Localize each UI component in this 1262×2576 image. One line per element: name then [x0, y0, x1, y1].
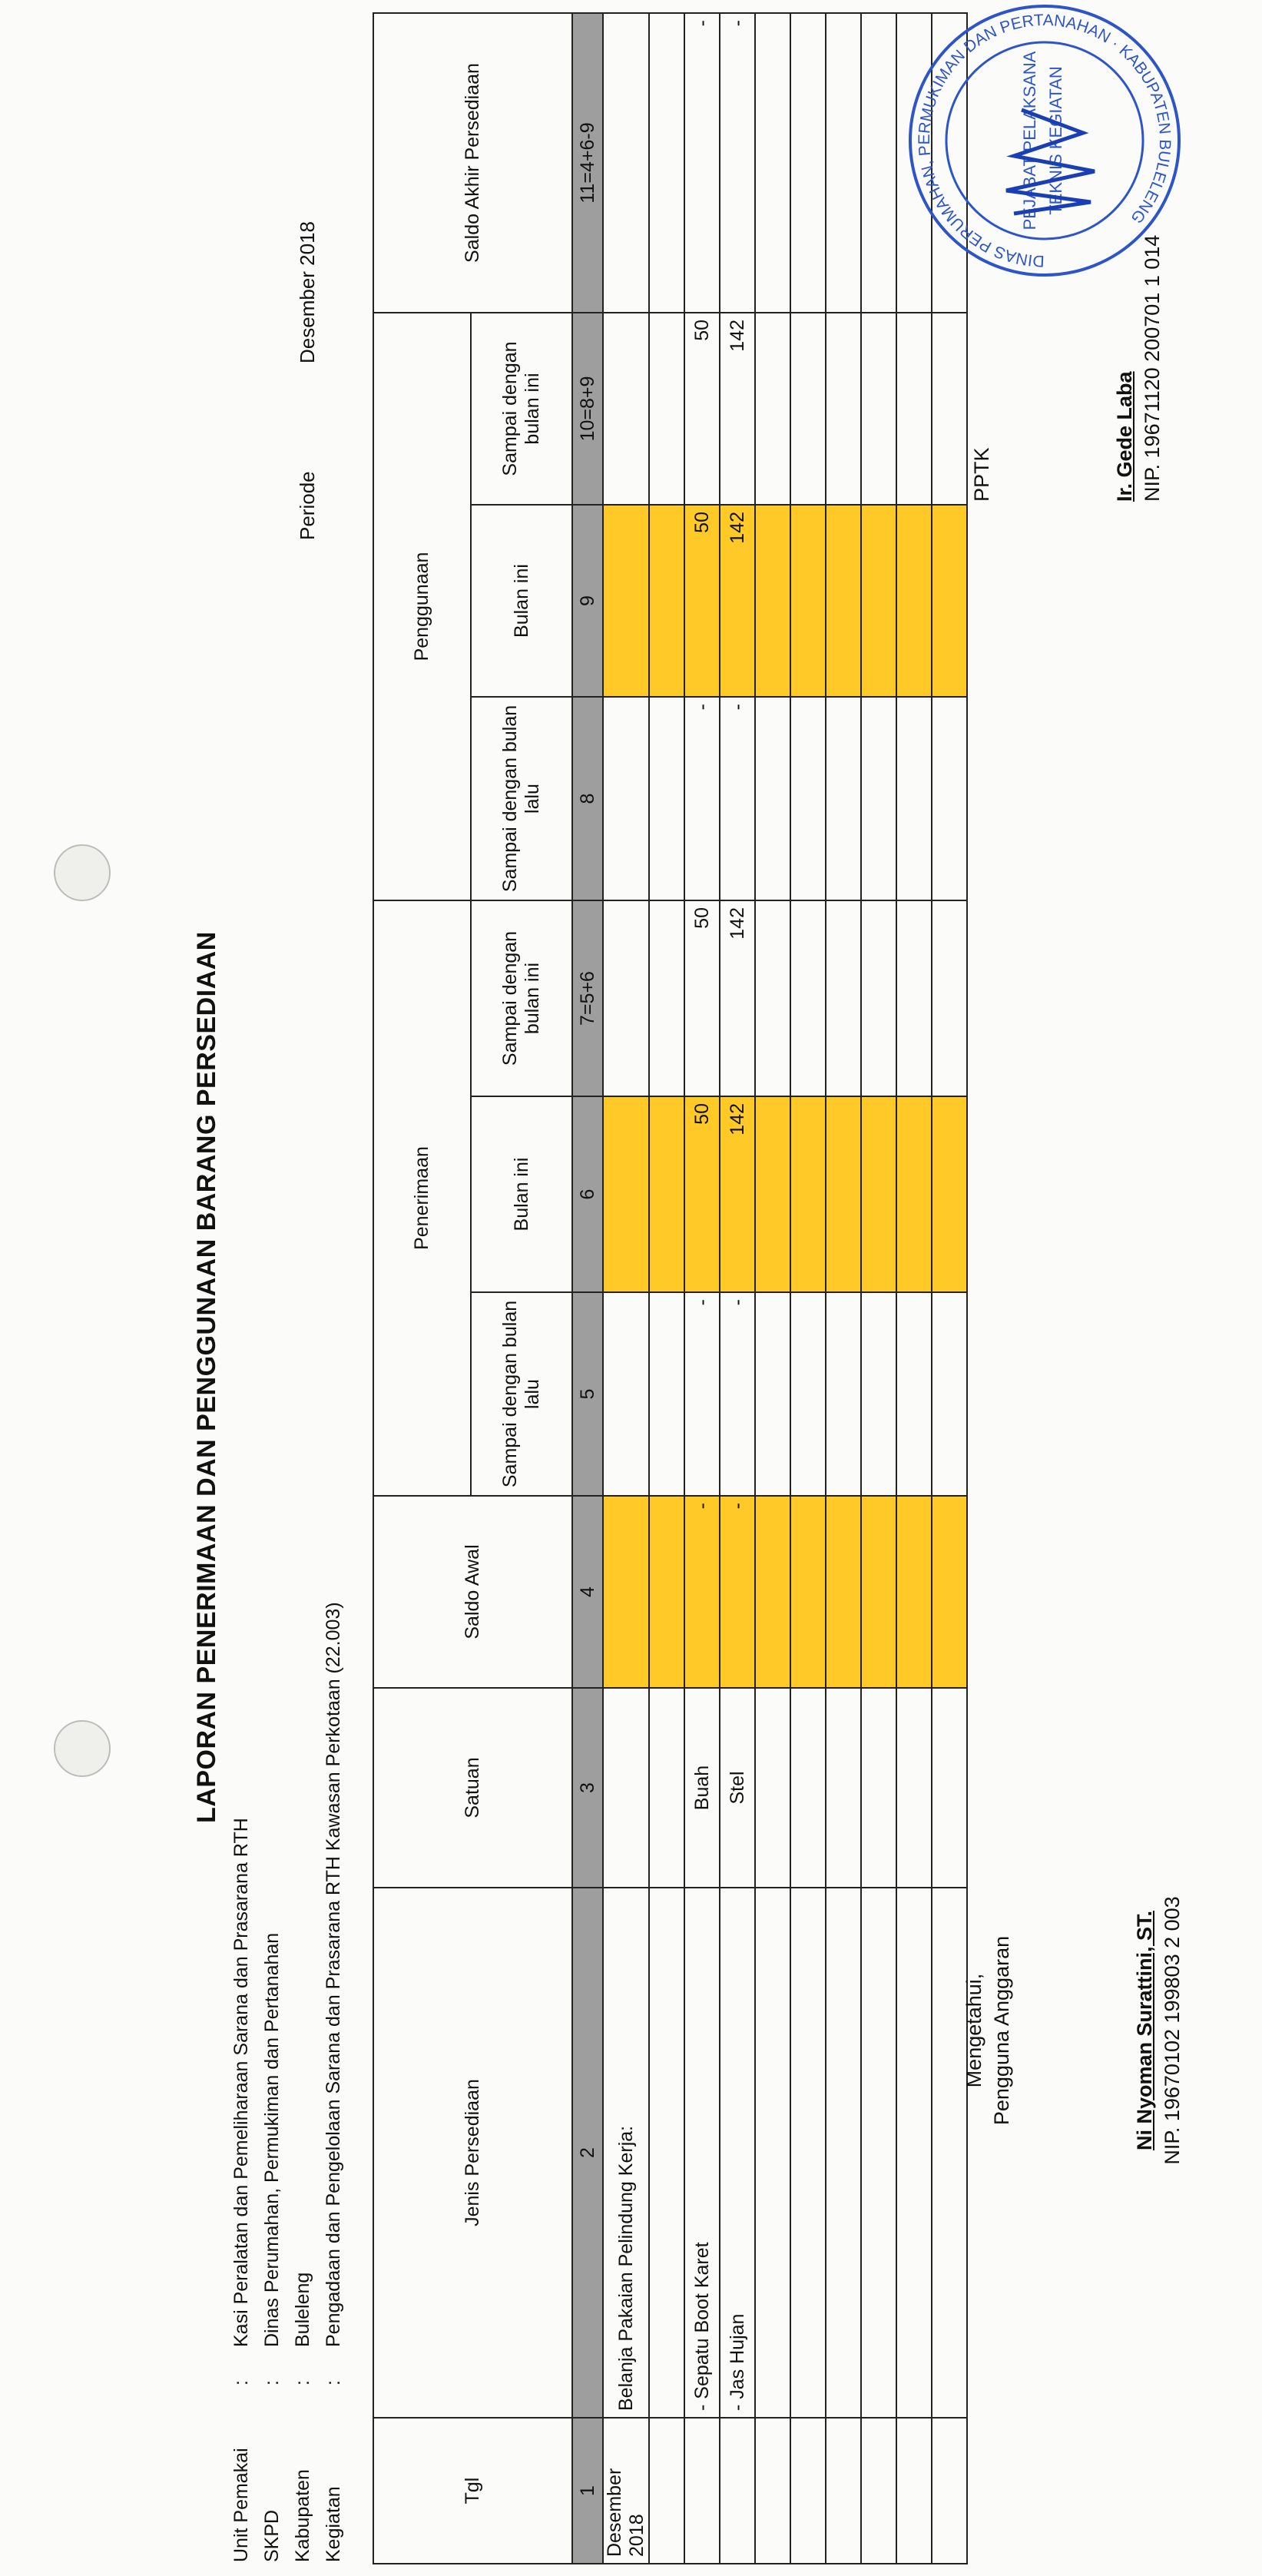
cell-peng-ini	[603, 505, 649, 697]
sig-right-name: Ir. Gede Laba	[1113, 371, 1136, 502]
cell-saldo-awal	[649, 1496, 684, 1688]
cell-peng-ini	[932, 505, 967, 697]
colnum: 3	[572, 1688, 603, 1888]
header-pen-total: Sampai dengan bulan ini	[471, 900, 572, 1096]
table-row	[826, 13, 861, 2564]
cell-jenis	[861, 1888, 896, 2418]
cell-tgl	[755, 2418, 790, 2564]
sig-left-line1: Mengetahui,	[962, 1973, 985, 2088]
report-title: LAPORAN PENERIMAAN DAN PENGGUNAAN BARANG PERSEDIAAN	[192, 931, 221, 1823]
cell-jenis	[790, 1888, 826, 2418]
cell-saldo-akhir	[755, 13, 790, 313]
cell-tgl	[720, 2418, 755, 2564]
header-tgl: Tgl	[373, 2418, 572, 2564]
cell-pen-total	[649, 900, 684, 1096]
cell-pen-ini	[790, 1096, 826, 1292]
table-row	[790, 13, 826, 2564]
cell-peng-total	[790, 313, 826, 505]
cell-peng-ini	[861, 505, 896, 697]
cell-pen-lalu	[790, 1292, 826, 1496]
cell-pen-ini: 50	[684, 1096, 720, 1292]
header-penerimaan: Penerimaan	[373, 900, 471, 1496]
cell-saldo-akhir	[861, 13, 896, 313]
cell-pen-ini	[861, 1096, 896, 1292]
header-peng-lalu: Sampai dengan bulan lalu	[471, 697, 572, 900]
colnum: 11=4+6-9	[572, 13, 603, 313]
stamp-outer-text: DINAS PERUMAHAN, PERMUKIMAN DAN PERTANAHAN · KABUPATEN BULELENG	[915, 11, 1174, 270]
cell-saldo-awal	[826, 1496, 861, 1688]
period-value: Desember 2018	[296, 221, 319, 363]
cell-pen-total	[755, 900, 790, 1096]
header-pen-lalu: Sampai dengan bulan lalu	[471, 1292, 572, 1496]
cell-peng-ini	[826, 505, 861, 697]
period-label: Periode	[296, 471, 319, 540]
cell-peng-total: 50	[684, 313, 720, 505]
cell-tgl: Desember 2018	[603, 2418, 649, 2564]
cell-peng-lalu	[861, 697, 896, 900]
colnum: 9	[572, 505, 603, 697]
cell-peng-ini	[896, 505, 932, 697]
cell-saldo-awal	[790, 1496, 826, 1688]
sig-right-nip: NIP. 19671120 200701 1 014	[1141, 234, 1164, 502]
cell-satuan	[603, 1688, 649, 1888]
period	[296, 221, 320, 540]
cell-pen-ini	[603, 1096, 649, 1292]
cell-tgl	[649, 2418, 684, 2564]
cell-pen-lalu	[826, 1292, 861, 1496]
cell-peng-lalu	[649, 697, 684, 900]
table-row	[720, 13, 755, 2564]
cell-saldo-akhir: -	[684, 13, 720, 313]
cell-peng-total	[826, 313, 861, 505]
meta-unit-pemakai: Unit Pemakai:Kasi Peralatan dan Pemeliharaan Sarana dan Prasarana RTH	[230, 1818, 252, 2562]
header-pen-ini: Bulan ini	[471, 1096, 572, 1292]
cell-peng-lalu	[896, 697, 932, 900]
cell-satuan: Stel	[720, 1688, 755, 1888]
sig-left-line2: Pengguna Anggaran	[990, 1935, 1013, 2126]
cell-peng-lalu: -	[720, 697, 755, 900]
cell-peng-total	[603, 313, 649, 505]
table-row	[649, 13, 684, 2564]
meta-kabupaten: Kabupaten:Buleleng	[292, 2272, 313, 2562]
colnum: 5	[572, 1292, 603, 1496]
cell-satuan	[755, 1688, 790, 1888]
table-row	[861, 13, 896, 2564]
inventory-table	[373, 12, 968, 2564]
cell-peng-ini	[755, 505, 790, 697]
official-stamp	[899, 0, 1191, 287]
cell-peng-total	[861, 313, 896, 505]
punch-hole	[54, 844, 111, 901]
cell-pen-lalu	[861, 1292, 896, 1496]
column-number-row	[572, 13, 603, 2564]
table-row	[603, 13, 649, 2564]
cell-tgl	[790, 2418, 826, 2564]
cell-jenis: Belanja Pakaian Pelindung Kerja:	[603, 1888, 649, 2418]
cell-peng-lalu	[932, 697, 967, 900]
cell-pen-ini: 142	[720, 1096, 755, 1292]
cell-tgl	[932, 2418, 967, 2564]
cell-peng-lalu	[603, 697, 649, 900]
cell-saldo-awal	[932, 1496, 967, 1688]
cell-pen-total: 50	[684, 900, 720, 1096]
cell-peng-ini: 142	[720, 505, 755, 697]
cell-saldo-awal: -	[684, 1496, 720, 1688]
colnum: 7=5+6	[572, 900, 603, 1096]
signature-left	[960, 1838, 1186, 2223]
cell-pen-total	[861, 900, 896, 1096]
cell-pen-ini	[896, 1096, 932, 1292]
cell-pen-total	[603, 900, 649, 1096]
colnum: 8	[572, 697, 603, 900]
header-satuan: Satuan	[373, 1688, 572, 1888]
cell-peng-total	[896, 313, 932, 505]
cell-satuan	[790, 1688, 826, 1888]
cell-jenis: - Sepatu Boot Karet	[684, 1888, 720, 2418]
stamp-outer-ring	[910, 6, 1179, 275]
cell-tgl	[896, 2418, 932, 2564]
cell-saldo-akhir	[649, 13, 684, 313]
cell-peng-total: 142	[720, 313, 755, 505]
cell-peng-ini	[649, 505, 684, 697]
cell-pen-lalu	[603, 1292, 649, 1496]
sig-right-role: PPTK	[970, 447, 993, 502]
cell-saldo-awal	[896, 1496, 932, 1688]
colnum: 6	[572, 1096, 603, 1292]
cell-pen-lalu	[932, 1292, 967, 1496]
cell-satuan	[861, 1688, 896, 1888]
cell-pen-total	[790, 900, 826, 1096]
cell-peng-total	[649, 313, 684, 505]
cell-pen-ini	[932, 1096, 967, 1292]
stamp-inner-line2: TEKNIS KEGIATAN	[1046, 66, 1065, 215]
cell-peng-lalu	[790, 697, 826, 900]
cell-peng-lalu: -	[684, 697, 720, 900]
punch-hole	[54, 1720, 111, 1777]
cell-saldo-awal	[861, 1496, 896, 1688]
cell-jenis	[649, 1888, 684, 2418]
cell-pen-ini	[755, 1096, 790, 1292]
cell-pen-lalu: -	[684, 1292, 720, 1496]
cell-jenis: - Jas Hujan	[720, 1888, 755, 2418]
colnum: 4	[572, 1496, 603, 1688]
cell-pen-total	[826, 900, 861, 1096]
meta-skpd: SKPD:Dinas Perumahan, Permukiman dan Pertanahan	[261, 1932, 283, 2562]
cell-peng-ini	[790, 505, 826, 697]
cell-saldo-akhir	[603, 13, 649, 313]
cell-pen-lalu: -	[720, 1292, 755, 1496]
header-saldo-akhir: Saldo Akhir Persediaan	[373, 13, 572, 313]
colnum: 10=8+9	[572, 313, 603, 505]
cell-peng-total	[932, 313, 967, 505]
cell-tgl	[861, 2418, 896, 2564]
cell-pen-total	[896, 900, 932, 1096]
cell-peng-total	[755, 313, 790, 505]
table-row	[684, 13, 720, 2564]
cell-tgl	[684, 2418, 720, 2564]
cell-saldo-awal	[755, 1496, 790, 1688]
header-peng-total: Sampai dengan bulan ini	[471, 313, 572, 505]
cell-saldo-awal: -	[720, 1496, 755, 1688]
header-peng-ini: Bulan ini	[471, 505, 572, 697]
cell-satuan: Buah	[684, 1688, 720, 1888]
cell-pen-lalu	[649, 1292, 684, 1496]
cell-jenis	[755, 1888, 790, 2418]
cell-pen-lalu	[896, 1292, 932, 1496]
header-penggunaan: Penggunaan	[373, 313, 471, 900]
cell-saldo-akhir	[790, 13, 826, 313]
table-row	[755, 13, 790, 2564]
cell-pen-total	[932, 900, 967, 1096]
cell-jenis	[826, 1888, 861, 2418]
meta-kegiatan: Kegiatan:Pengadaan dan Pengelolaan Sarana dan Prasarana RTH Kawasan Perkotaan (22.003)	[323, 1602, 344, 2562]
cell-saldo-awal	[603, 1496, 649, 1688]
stamp-inner-line1: PEJABAT PELAKSANA	[1020, 51, 1039, 230]
cell-tgl	[826, 2418, 861, 2564]
cell-pen-ini	[649, 1096, 684, 1292]
header-jenis: Jenis Persediaan	[373, 1888, 572, 2418]
cell-pen-ini	[826, 1096, 861, 1292]
cell-saldo-akhir	[826, 13, 861, 313]
cell-satuan	[826, 1688, 861, 1888]
header-saldo-awal: Saldo Awal	[373, 1496, 572, 1688]
table-row	[896, 13, 932, 2564]
cell-peng-ini: 50	[684, 505, 720, 697]
sig-left-name: Ni Nyoman Surattini, ST.	[1133, 1910, 1156, 2151]
cell-saldo-akhir: -	[720, 13, 755, 313]
colnum: 2	[572, 1888, 603, 2418]
cell-satuan	[649, 1688, 684, 1888]
cell-jenis	[896, 1888, 932, 2418]
cell-peng-lalu	[755, 697, 790, 900]
cell-peng-lalu	[826, 697, 861, 900]
cell-pen-total: 142	[720, 900, 755, 1096]
cell-pen-lalu	[755, 1292, 790, 1496]
cell-satuan	[896, 1688, 932, 1888]
sig-left-nip: NIP. 19670102 199803 2 003	[1161, 1896, 1184, 2165]
colnum: 1	[572, 2418, 603, 2564]
